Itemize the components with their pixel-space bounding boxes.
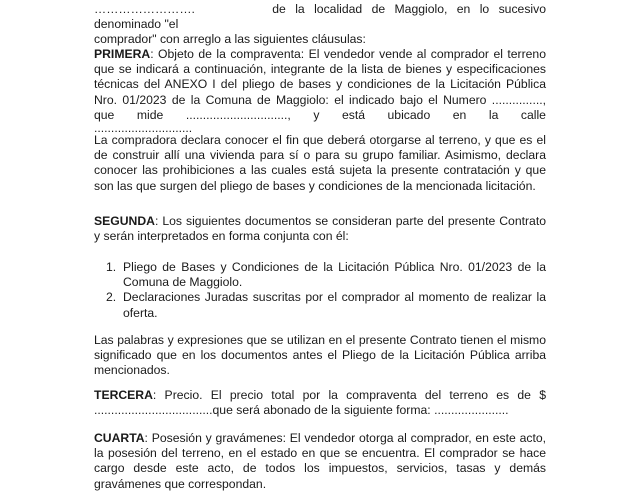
clause-primera-line-1: : Objeto de la compraventa: El vendedor vende al comprador el terreno — [150, 47, 546, 61]
intro-line-1: de la localidad de Maggiolo, en lo sucesivo denominado "el — [94, 2, 546, 32]
clause-primera-paragraph-2: La compradora declara conocer el fin que deberá otorgarse al terreno, y que es el de construir allí una vivienda para sí o para su grupo familiar. Asimismo, declara conocer las prohibiciones a las cuales está sujeta la presente contratación y que son las que surgen del pliego de bases y condiciones de la mencionada licitación. — [94, 133, 546, 193]
clause-primera-line-6: ............................. — [94, 121, 193, 136]
clause-tercera-heading: TERCERA — [94, 388, 153, 402]
clause-cuarta-text: : Posesión y gravámenes: El vendedor otorga al comprador, en este acto, la posesión del terreno, en el estado en que se encuentra. El comprador se hace cargo desde este acto, de todos los impuestos, servicios, tasas y demás gravámenes que correspondan. — [94, 431, 546, 491]
documents-list — [94, 260, 546, 321]
clause-primera-line-2: que se indicará a continuación, integrante de la lista de bienes y especificaciones — [94, 62, 546, 77]
clause-cuarta — [94, 431, 546, 492]
clause-tercera-line-2: ...................................que será abonado de la siguiente forma: ...................... — [94, 403, 509, 418]
segunda-closing — [94, 333, 546, 379]
intro-blank-dots: ……………………. — [94, 2, 195, 16]
clause-primera — [94, 47, 546, 194]
clause-primera-line-5: que mide .............................., y está ubicado en la calle — [94, 107, 546, 122]
clause-segunda-text: : Los siguientes documentos se consideran parte del presente Contrato y serán interpretados en forma conjunta con él: — [94, 214, 546, 244]
list-item: 2. Declaraciones Juradas suscritas por el comprador al momento de realizar la oferta. — [106, 290, 546, 320]
clause-tercera-line-1: : Precio. El precio total por la compraventa del terreno es de $ — [152, 388, 546, 402]
clause-tercera — [94, 388, 546, 418]
clause-primera-heading: PRIMERA — [94, 47, 151, 61]
clause-primera-line-4: Nro. 01/2023 de la Comuna de Maggiolo: el indicado bajo el Numero ..............., — [94, 92, 546, 107]
list-item: 1. Pliego de Bases y Condiciones de la Licitación Pública Nro. 01/2023 de la Comuna de Maggiolo. — [106, 260, 546, 290]
clause-cuarta-heading: CUARTA — [94, 431, 145, 445]
intro-paragraph — [94, 2, 546, 48]
segunda-closing-text: Las palabras y expresiones que se utilizan en el presente Contrato tienen el mismo significado que en los documentos antes el Pliego de la Licitación Pública arriba mencionados. — [94, 333, 546, 378]
intro-line-2: comprador" con arreglo a las siguientes cláusulas: — [94, 32, 366, 47]
clause-segunda-heading: SEGUNDA — [94, 214, 155, 228]
clause-segunda — [94, 214, 546, 244]
clause-primera-line-3: técnicas del ANEXO I del pliego de bases y condiciones de la Licitación Pública — [94, 77, 546, 92]
